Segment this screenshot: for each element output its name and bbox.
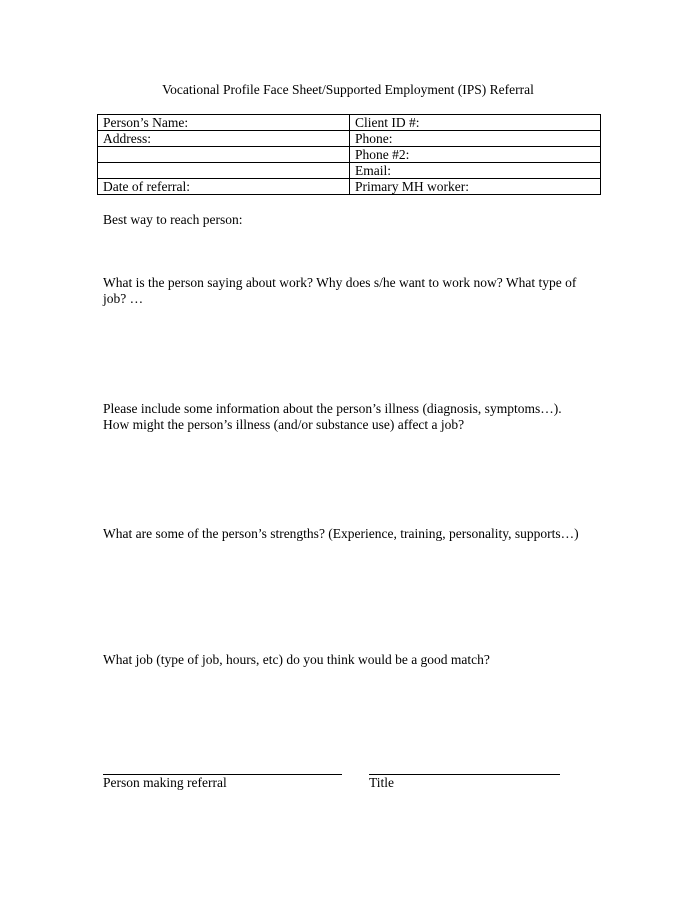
title-signature-line[interactable] — [369, 774, 560, 775]
table-row — [98, 147, 601, 163]
table-row — [98, 115, 601, 131]
work-question-line-1: What is the person saying about work? Why does s/he want to work now? What type of — [103, 275, 577, 290]
address-line-3-field[interactable] — [98, 163, 350, 179]
date-of-referral-field[interactable]: Date of referral: — [98, 179, 350, 195]
job-match-question: What job (type of job, hours, etc) do you think would be a good match? — [103, 652, 490, 667]
address-field[interactable]: Address: — [98, 131, 350, 147]
table-row — [98, 163, 601, 179]
phone-2-field[interactable]: Phone #2: — [350, 147, 601, 163]
page-title: Vocational Profile Face Sheet/Supported Employment (IPS) Referral — [162, 82, 534, 97]
illness-question — [103, 401, 603, 433]
title-label: Title — [369, 775, 395, 790]
illness-question-line-2: How might the person’s illness (and/or substance use) affect a job? — [103, 417, 465, 432]
email-field[interactable]: Email: — [350, 163, 601, 179]
primary-mh-worker-field[interactable]: Primary MH worker: — [350, 179, 601, 195]
client-id-field[interactable]: Client ID #: — [350, 115, 601, 131]
illness-question-line-1: Please include some information about the person’s illness (diagnosis, symptoms…). — [103, 401, 562, 416]
table-row — [98, 179, 601, 195]
work-question-line-2: job? … — [103, 291, 144, 306]
persons-name-field[interactable]: Person’s Name: — [98, 115, 350, 131]
table-row — [98, 131, 601, 147]
strengths-question: What are some of the person’s strengths? (Experience, training, personality, supports…) — [103, 526, 579, 541]
address-line-2-field[interactable] — [98, 147, 350, 163]
best-way-to-reach-question: Best way to reach person: — [103, 212, 243, 227]
client-info-table — [97, 114, 601, 195]
work-question — [103, 275, 603, 307]
phone-field[interactable]: Phone: — [350, 131, 601, 147]
referrer-label: Person making referral — [103, 775, 227, 790]
